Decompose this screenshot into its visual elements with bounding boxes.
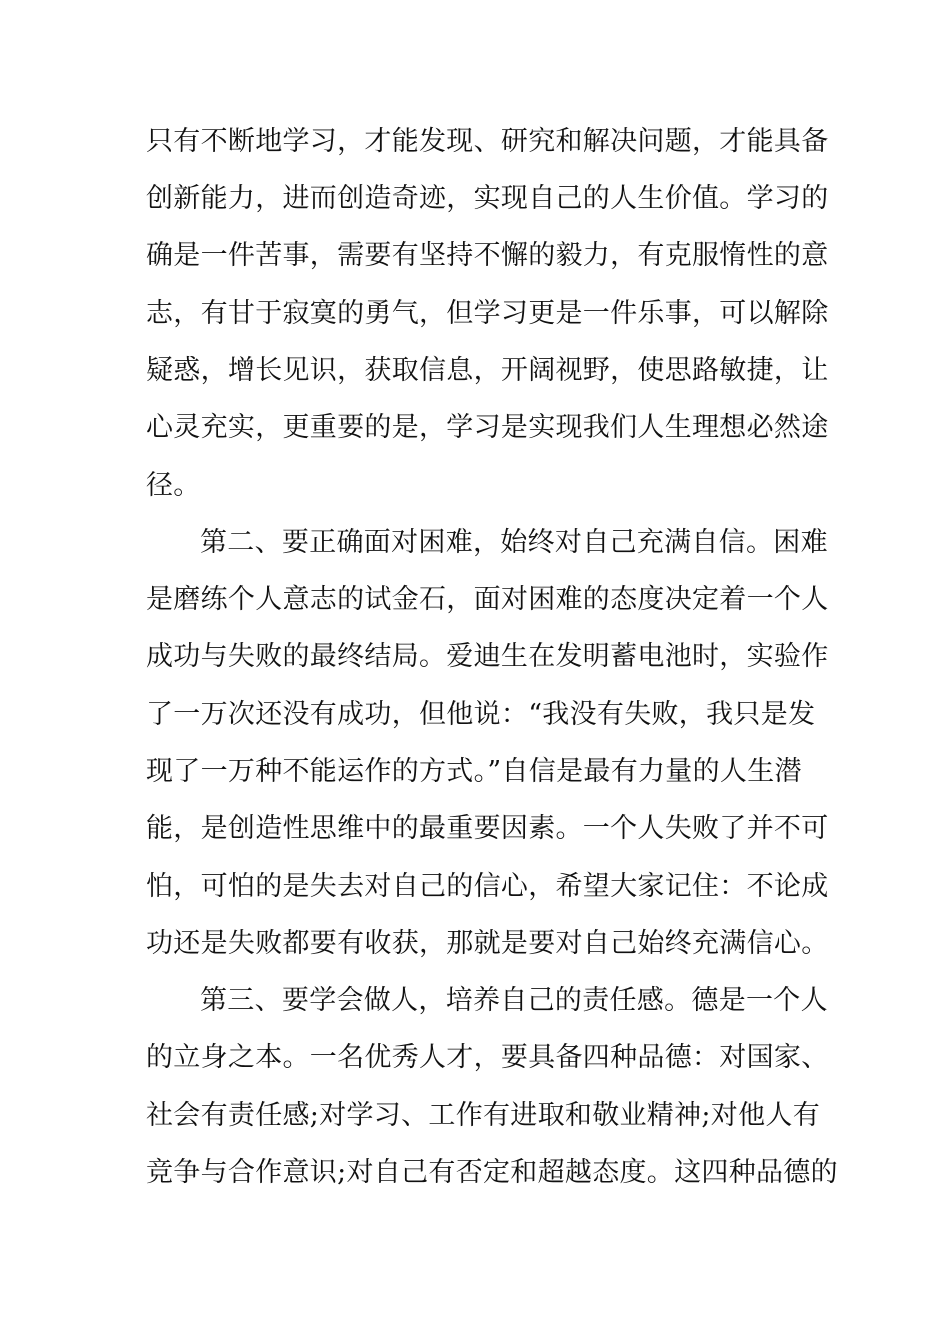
- text-line: 径。: [146, 470, 201, 501]
- text-line: 能，是创造性思维中的最重要因素。一个人失败了并不可: [146, 813, 829, 844]
- text-line: 创新能力，进而创造奇迹，实现自己的人生价值。学习的: [146, 183, 829, 214]
- text-line: 成功与失败的最终结局。爱迪生在发明蓄电池时，实验作: [146, 641, 829, 672]
- text-line: 怕，可怕的是失去对自己的信心，希望大家记住：不论成: [146, 871, 829, 902]
- text-line: 疑惑，增长见识，获取信息，开阔视野，使思路敏捷，让: [146, 355, 829, 386]
- text-line: 心灵充实，更重要的是，学习是实现我们人生理想必然途: [146, 412, 829, 443]
- text-line: 现了一万种不能运作的方式。”自信是最有力量的人生潜: [146, 756, 802, 787]
- text-line: 只有不断地学习，才能发现、研究和解决问题，才能具备: [146, 126, 829, 157]
- text-line: 志，有甘于寂寞的勇气，但学习更是一件乐事，可以解除: [146, 298, 829, 329]
- text-line: 了一万次还没有成功，但他说：“我没有失败，我只是发: [146, 699, 816, 730]
- paragraph-first-line: 第二、要正确面对困难，始终对自己充满自信。困难: [200, 527, 828, 558]
- text-line: 是磨练个人意志的试金石，面对困难的态度决定着一个人: [146, 584, 829, 615]
- text-line: 社会有责任感;对学习、工作有进取和敬业精神;对他人有: [146, 1100, 820, 1131]
- text-line: 竞争与合作意识;对自己有否定和超越态度。这四种品德的: [146, 1157, 838, 1188]
- text-line: 确是一件苦事，需要有坚持不懈的毅力，有克服惰性的意: [146, 240, 829, 271]
- text-line: 的立身之本。一名优秀人才，要具备四种品德：对国家、: [146, 1042, 829, 1073]
- text-line: 功还是失败都要有收获，那就是要对自己始终充满信心。: [146, 928, 829, 959]
- paragraph-first-line: 第三、要学会做人，培养自己的责任感。德是一个人: [200, 985, 828, 1016]
